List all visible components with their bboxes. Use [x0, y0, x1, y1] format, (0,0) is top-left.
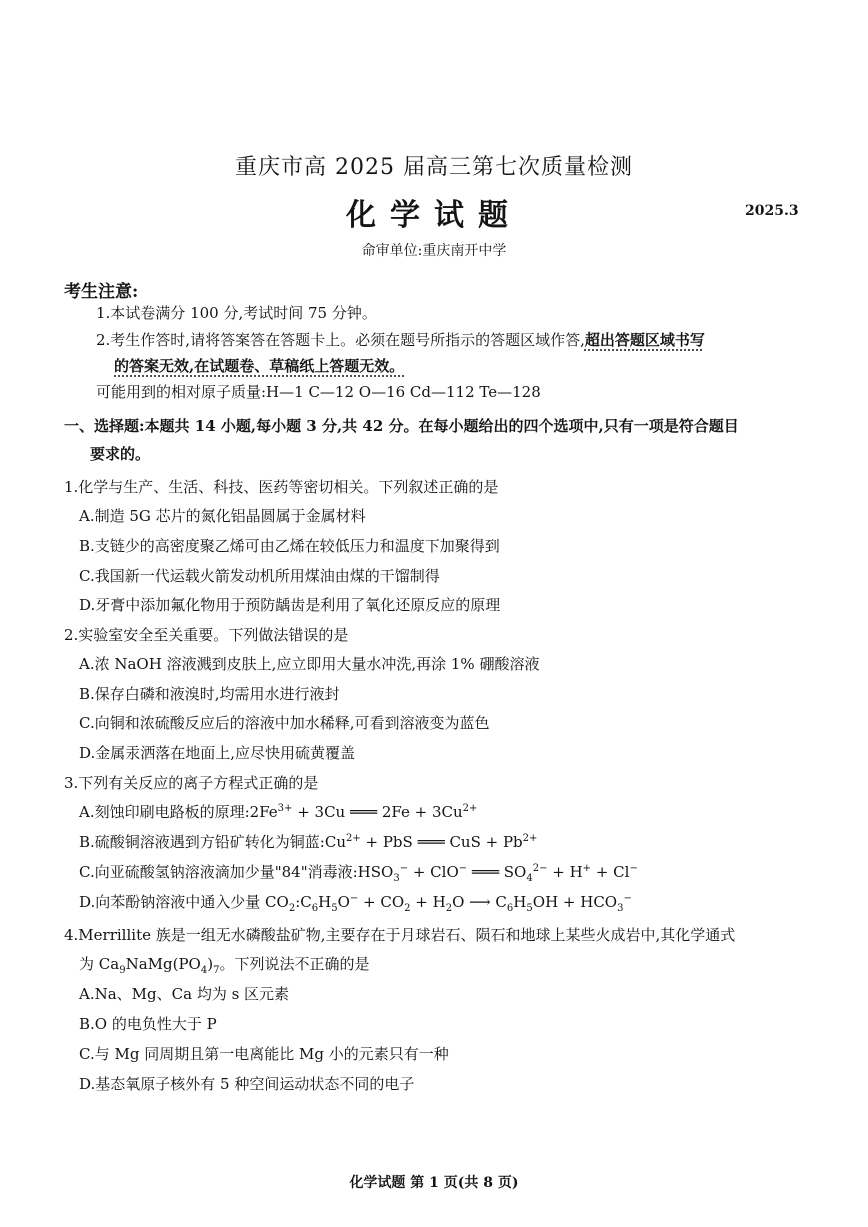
- q2-option-c: C.向铜和浓硫酸反应后的溶液中加水稀释,可看到溶液变为蓝色: [79, 714, 490, 732]
- atomic-mass-note: 可能用到的相对原子质量:H—1 C—12 O—16 Cd—112 Te—128: [96, 383, 541, 401]
- notice-item-2: [96, 329, 705, 350]
- subject-title: 化学试题: [346, 198, 522, 233]
- notice-title: 考生注意:: [64, 282, 139, 302]
- q3-option-a: A.刻蚀印刷电路板的原理$:2Fe^{3+} + 3Cu$ ═══ $2Fe + 3Cu^{2+}$: [79, 803, 478, 821]
- q2-stem: 2.实验室安全至关重要。下列做法错误的是: [64, 626, 349, 644]
- q4-option-a: A.Na、Mg、Ca 均为 s 区元素: [79, 985, 290, 1003]
- q4-option-c: C.与 Mg 同周期且第一电离能比 Mg 小的元素只有一种: [79, 1045, 449, 1063]
- notice-item-2-emphasis-cont: 的答案无效,在试题卷、草稿纸上答题无效。: [114, 357, 405, 375]
- exam-date: 2025.3: [745, 203, 799, 219]
- notice-item-2-text: 2.考生作答时,请将答案答在答题卡上。必须在题号所指示的答题区域作答,: [96, 331, 585, 349]
- q2-option-a: A.浓 NaOH 溶液溅到皮肤上,应立即用大量水冲洗,再涂 1% 硼酸溶液: [79, 655, 540, 673]
- q4-stem-cont: 为 $Ca_9NaMg(PO_4)_7$。下列说法不正确的是: [79, 955, 370, 976]
- q2-option-b: B.保存白磷和液溴时,均需用水进行液封: [79, 685, 340, 703]
- q1-option-d: D.牙膏中添加氟化物用于预防龋齿是利用了氧化还原反应的原理: [79, 596, 501, 614]
- section-heading: 一、选择题:本题共 14 小题,每小题 3 分,共 42 分。在每小题给出的四个选项中,只有一项是符合题目: [64, 417, 739, 435]
- notice-item-2-emphasis: 超出答题区域书写: [584, 331, 705, 349]
- q4-option-d: D.基态氧原子核外有 5 种空间运动状态不同的电子: [79, 1075, 415, 1093]
- section-heading-cont: 要求的。: [90, 445, 151, 463]
- notice-item-2-cont: [114, 355, 404, 376]
- q2-option-d: D.金属汞洒落在地面上,应尽快用硫黄覆盖: [79, 744, 356, 762]
- author-unit: 命审单位:重庆南开中学: [361, 243, 507, 259]
- q4-stem: 4.Merrillite 族是一组无水磷酸盐矿物,主要存在于月球岩石、陨石和地球上某些火成岩中,其化学通式: [64, 926, 736, 944]
- q1-option-a: A.制造 5G 芯片的氮化铝晶圆属于金属材料: [79, 507, 366, 525]
- q3-option-b: B.硫酸铜溶液遇到方铅矿转化为铜蓝$:Cu^{2+}$ + PbS ═══ CuS + $Pb^{2+}$: [79, 833, 538, 851]
- q3-option-d: D.向苯酚钠溶液中通入少量 $CO_2:C_6H_5O^- + CO_2 + H_2O$ ⟶ $C_6H_5OH + HCO_3^-$: [79, 893, 632, 914]
- exam-title: 重庆市高 2025 届高三第七次质量检测: [235, 155, 633, 180]
- q4-option-b: B.O 的电负性大于 P: [79, 1015, 217, 1033]
- q3-option-c: C.向亚硫酸氢钠溶液滴加少量"84"消毒液$:HSO_3^- + ClO^-$ ═══ $SO_4^{2-} + H^+ + Cl^-$: [79, 863, 638, 884]
- q1-stem: 1.化学与生产、生活、科技、医药等密切相关。下列叙述正确的是: [64, 478, 499, 496]
- notice-item-1: 1.本试卷满分 100 分,考试时间 75 分钟。: [96, 304, 377, 322]
- q1-option-c: C.我国新一代运载火箭发动机所用煤油由煤的干馏制得: [79, 567, 440, 585]
- page-footer: 化学试题 第 1 页(共 8 页): [349, 1175, 519, 1191]
- q3-stem: 3.下列有关反应的离子方程式正确的是: [64, 774, 319, 792]
- q1-option-b: B.支链少的高密度聚乙烯可由乙烯在较低压力和温度下加聚得到: [79, 537, 500, 555]
